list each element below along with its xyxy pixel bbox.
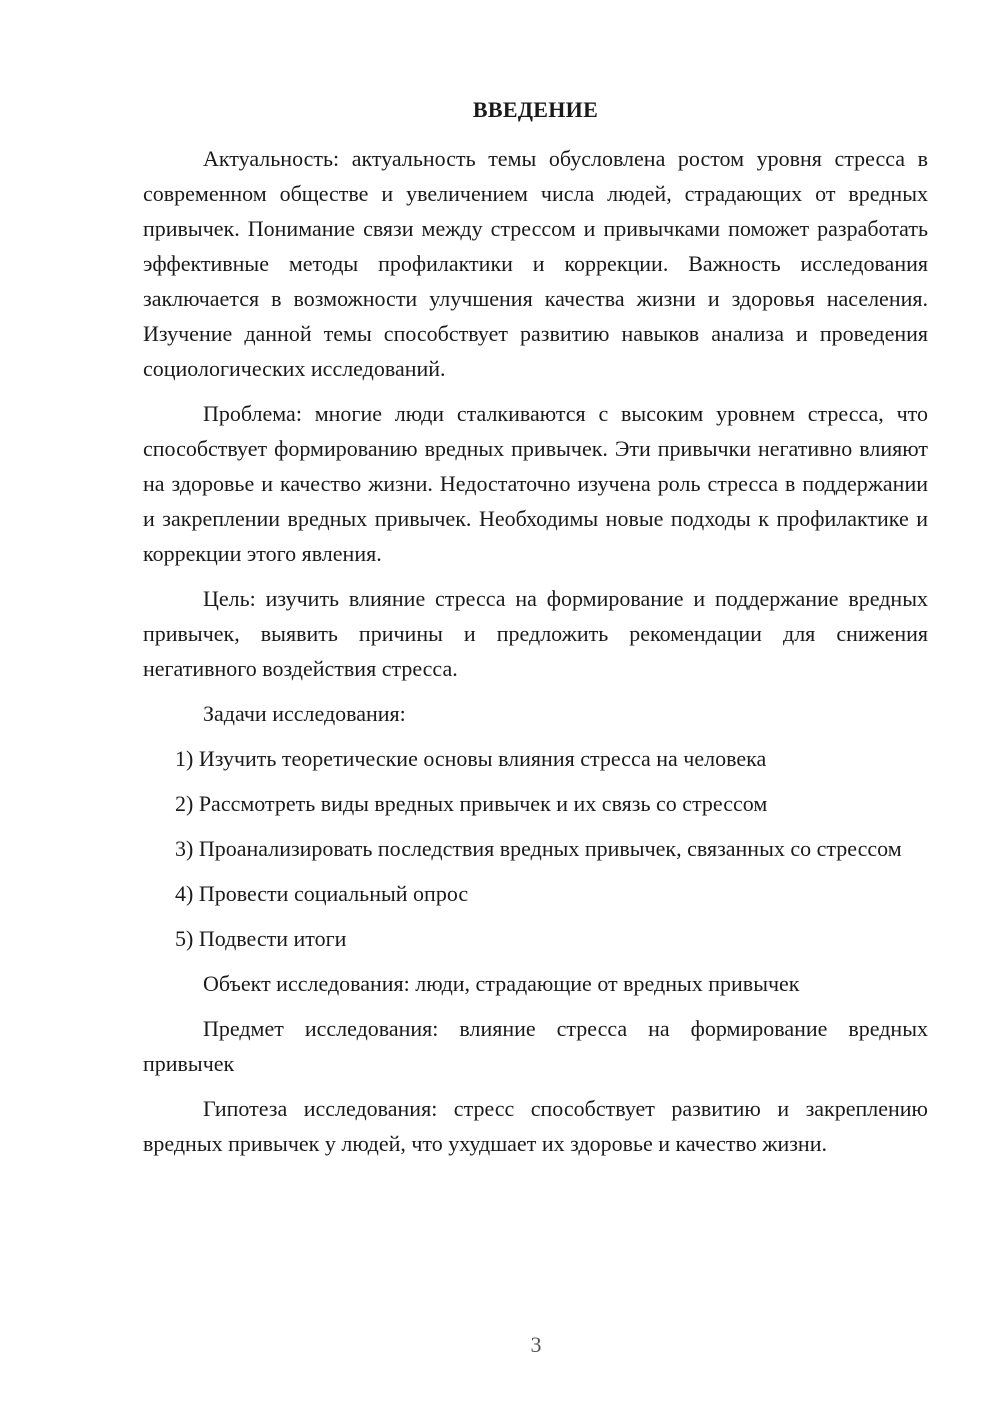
task-item: 5) Подвести итоги — [175, 926, 347, 951]
section-title: ВВЕДЕНИЕ — [472, 97, 599, 122]
page-number: 3 — [530, 1332, 542, 1357]
task-item: 1) Изучить теоретические основы влияния стресса на человека — [175, 746, 767, 771]
problem-paragraph: Проблема: многие люди сталкиваются с высоким уровнем стресса, что способствует формированию вредных привычек. Эти привычки негативно влияют на здоровье и качество жизни. Недостаточно изучена роль стресса в поддержании и закреплении вредных привычек. Необходимы новые подходы к профилактике и коррекции этого явления. — [143, 401, 928, 566]
subject-paragraph: Предмет исследования: влияние стресса на формирование вредных привычек — [143, 1016, 928, 1076]
document-page — [143, 92, 928, 1171]
tasks-list — [143, 741, 928, 956]
tasks-heading: Задачи исследования: — [203, 701, 406, 726]
hypothesis-paragraph: Гипотеза исследования: стресс способствует развитию и закреплению вредных привычек у людей, что ухудшает их здоровье и качество жизни. — [143, 1096, 928, 1156]
goal-paragraph: Цель: изучить влияние стресса на формирование и поддержание вредных привычек, выявить причины и предложить рекомендации для снижения негативного воздействия стресса. — [143, 586, 928, 681]
task-item: 3) Проанализировать последствия вредных привычек, связанных со стрессом — [175, 836, 902, 861]
relevance-paragraph: Актуальность: актуальность темы обусловлена ростом уровня стресса в современном обществе и увеличением числа людей, страдающих от вредных привычек. Понимание связи между стрессом и привычками поможет разработать эффективные методы профилактики и коррекции. Важность исследования заключается в возможности улучшения качества жизни и здоровья населения. Изучение данной темы способствует развитию навыков анализа и проведения социологических исследований. — [143, 146, 928, 381]
task-item: 4) Провести социальный опрос — [175, 881, 469, 906]
task-item: 2) Рассмотреть виды вредных привычек и их связь со стрессом — [175, 791, 768, 816]
object-paragraph: Объект исследования: люди, страдающие от вредных привычек — [203, 971, 800, 996]
